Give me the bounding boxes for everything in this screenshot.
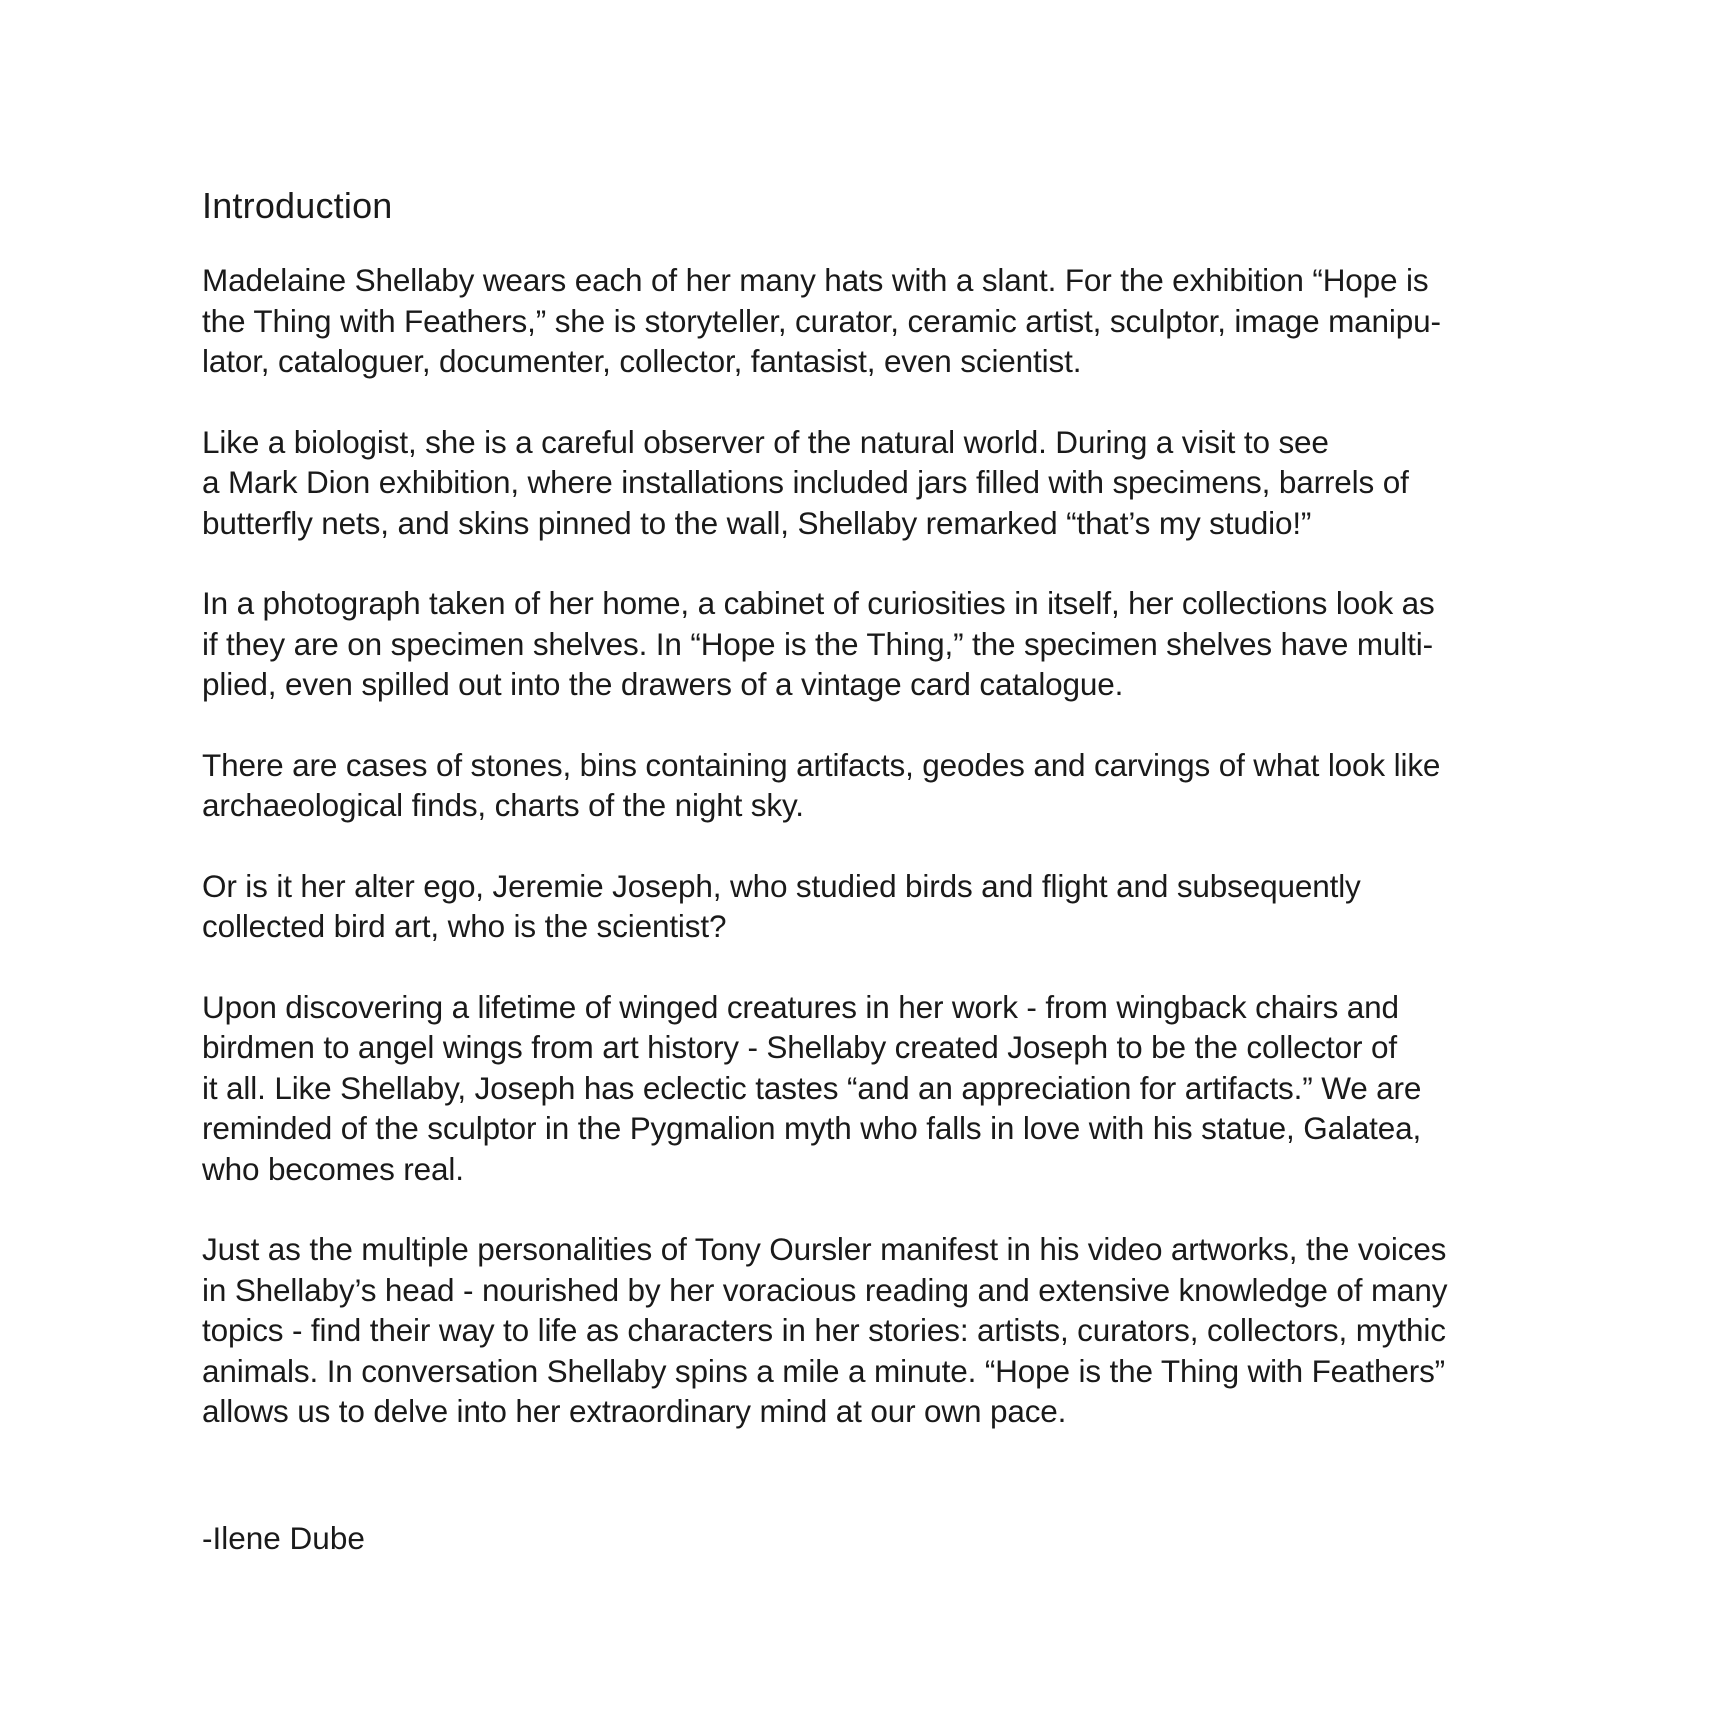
text-line: in Shellaby’s head - nourished by her voracious reading and extensive knowledge of many (202, 1271, 1448, 1308)
paragraph-5 (202, 866, 1562, 947)
text-line: Or is it her alter ego, Jeremie Joseph, who studied birds and flight and subsequently (202, 867, 1361, 904)
text-line: a Mark Dion exhibition, where installations included jars filled with specimens, barrels of (202, 464, 1409, 500)
text-line: who becomes real. (202, 1150, 464, 1187)
text-line: Madelaine Shellaby wears each of her many hats with a slant. For the exhibition “Hope is (202, 262, 1429, 298)
text-line: Like a biologist, she is a careful observer of the natural world. During a visit to see (202, 423, 1329, 460)
introduction-page (202, 180, 1562, 1472)
text-line: reminded of the sculptor in the Pygmalion myth who falls in love with his statue, Galatea, (202, 1110, 1422, 1146)
paragraph-2 (202, 422, 1562, 544)
paragraph-7 (202, 1229, 1562, 1432)
paragraph-1 (202, 260, 1562, 382)
text-line: collected bird art, who is the scientist? (202, 908, 727, 944)
text-line: butterfly nets, and skins pinned to the wall, Shellaby remarked “that’s my studio!” (202, 504, 1312, 541)
text-line: archaeological finds, charts of the night sky. (202, 787, 804, 823)
text-line: In a photograph taken of her home, a cabinet of curiosities in itself, her collections look as (202, 585, 1435, 621)
text-line: it all. Like Shellaby, Joseph has eclectic tastes “and an appreciation for artifacts.” We are (202, 1069, 1422, 1106)
text-line: plied, even spilled out into the drawers of a vintage card catalogue. (202, 666, 1124, 702)
text-line: if they are on specimen shelves. In “Hope is the Thing,” the specimen shelves have multi- (202, 625, 1433, 662)
text-line: the Thing with Feathers,” she is storyteller, curator, ceramic artist, sculptor, image manipu- (202, 302, 1441, 339)
paragraph-4 (202, 745, 1562, 826)
paragraph-3 (202, 583, 1562, 705)
text-line: Upon discovering a lifetime of winged creatures in her work - from wingback chairs and (202, 988, 1399, 1025)
page-title: Introduction (202, 185, 393, 226)
text-line: animals. In conversation Shellaby spins a mile a minute. “Hope is the Thing with Feathers” (202, 1352, 1446, 1389)
author-signature: -Ilene Dube (202, 1520, 365, 1556)
text-line: There are cases of stones, bins containing artifacts, geodes and carvings of what look like (202, 746, 1441, 783)
text-line: Just as the multiple personalities of Tony Oursler manifest in his video artworks, the voices (202, 1231, 1447, 1267)
text-line: topics - find their way to life as characters in her stories: artists, curators, collectors, mythic (202, 1312, 1446, 1348)
text-line: birdmen to angel wings from art history - Shellaby created Joseph to be the collector of (202, 1029, 1397, 1065)
text-line: allows us to delve into her extraordinary mind at our own pace. (202, 1393, 1067, 1429)
paragraph-6 (202, 987, 1562, 1190)
text-line: lator, cataloguer, documenter, collector, fantasist, even scientist. (202, 343, 1082, 379)
